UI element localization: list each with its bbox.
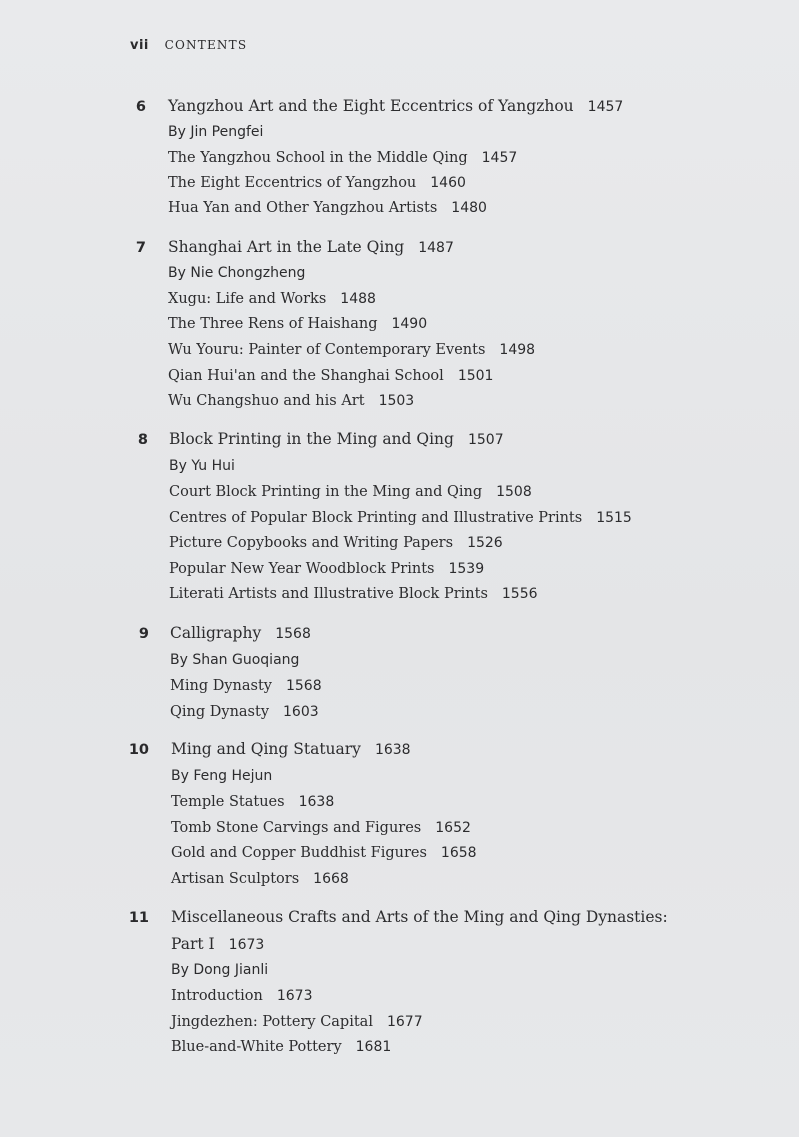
chapter-title-part: Part I: [171, 935, 215, 953]
chapter-title: Miscellaneous Crafts and Arts of the Ming and Qing Dynasties:: [171, 908, 668, 926]
page-number: 1673: [276, 988, 313, 1004]
chapter-author: By Yu Hui: [169, 458, 235, 474]
section-entry[interactable]: [171, 1038, 391, 1056]
chapter-title-line[interactable]: [171, 908, 668, 927]
chapter-title-line[interactable]: [168, 238, 454, 257]
page-number: 1568: [285, 678, 322, 694]
section-title: Literati Artists and Illustrative Block Prints: [169, 586, 488, 602]
chapter-author: By Jin Pengfei: [168, 124, 264, 140]
section-entry[interactable]: [171, 844, 477, 862]
chapter-title: Ming and Qing Statuary: [171, 740, 361, 758]
section-title: Wu Changshuo and his Art: [168, 393, 365, 409]
chapter-title: Yangzhou Art and the Eight Eccentrics of Yangzhou: [168, 97, 574, 115]
section-title: Temple Statues: [171, 794, 285, 810]
chapter-number: 7: [135, 240, 146, 256]
section-title: Introduction: [171, 988, 263, 1004]
chapter-author: By Nie Chongzheng: [168, 265, 306, 281]
page-number: 1457: [587, 99, 624, 115]
page-number: 1507: [467, 432, 504, 448]
section-title: Artisan Sculptors: [171, 871, 300, 887]
page-number: 1603: [283, 704, 319, 720]
chapter-author: By Dong Jianli: [171, 962, 269, 978]
chapter-title-line[interactable]: [168, 97, 623, 116]
running-title: CONTENTS: [164, 38, 248, 52]
section-entry[interactable]: [168, 367, 493, 385]
section-title: Hua Yan and Other Yangzhou Artists: [168, 200, 438, 216]
section-title: Tomb Stone Carvings and Figures: [171, 820, 422, 836]
section-title: Court Block Printing in the Ming and Qing: [169, 484, 483, 500]
chapter-number: 10: [128, 742, 149, 758]
page-number: 1568: [275, 626, 311, 642]
section-entry[interactable]: [170, 703, 319, 721]
page-number: 1457: [481, 150, 518, 166]
page-number: 1501: [457, 368, 494, 384]
folio: vii: [130, 38, 149, 53]
section-entry[interactable]: [171, 819, 471, 837]
chapter-number: 9: [138, 626, 149, 642]
page-number: 1539: [448, 561, 485, 577]
page-number: 1652: [435, 820, 471, 836]
section-entry[interactable]: [171, 987, 312, 1005]
section-title: The Eight Eccentrics of Yangzhou: [168, 175, 417, 191]
page-number: 1677: [386, 1014, 423, 1030]
chapter-title-line[interactable]: [171, 740, 411, 759]
page-number: 1498: [499, 342, 536, 358]
section-title: Blue-and-White Pottery: [171, 1039, 342, 1055]
page-number: 1487: [418, 240, 454, 256]
section-title: The Yangzhou School in the Middle Qing: [168, 150, 468, 166]
page-number: 1490: [391, 316, 428, 332]
chapter-number: 8: [137, 432, 148, 448]
page-number: 1668: [313, 871, 349, 887]
page-header: [130, 37, 247, 53]
chapter-title: Block Printing in the Ming and Qing: [169, 430, 454, 448]
page-number: 1515: [596, 510, 632, 526]
section-entry[interactable]: [168, 392, 414, 410]
page-number: 1480: [451, 200, 487, 216]
section-title: Qian Hui'an and the Shanghai School: [168, 368, 444, 384]
section-entry[interactable]: [168, 290, 376, 308]
section-title: Centres of Popular Block Printing and Illustrative Prints: [169, 510, 583, 526]
page-number: 1673: [228, 937, 265, 953]
section-entry[interactable]: [168, 199, 487, 217]
chapter-author: By Feng Hejun: [171, 768, 273, 784]
section-entry[interactable]: [168, 174, 466, 192]
section-entry[interactable]: [169, 483, 532, 501]
page-number: 1658: [440, 845, 477, 861]
section-entry[interactable]: [169, 585, 538, 603]
page-number: 1556: [501, 586, 538, 602]
chapter-title-line-2[interactable]: [171, 935, 264, 954]
page-number: 1638: [298, 794, 335, 810]
section-title: Jingdezhen: Pottery Capital: [171, 1014, 373, 1030]
section-title: Qing Dynasty: [170, 704, 270, 720]
section-entry[interactable]: [170, 677, 322, 695]
chapter-number: 6: [135, 99, 146, 115]
chapter-title: Shanghai Art in the Late Qing: [168, 238, 405, 256]
section-entry[interactable]: [169, 560, 484, 578]
page-number: 1681: [355, 1039, 392, 1055]
page-number: 1488: [340, 291, 376, 307]
section-entry[interactable]: [168, 149, 517, 167]
section-entry[interactable]: [169, 534, 503, 552]
section-title: Ming Dynasty: [170, 678, 272, 694]
page-number: 1508: [496, 484, 532, 500]
chapter-title-line[interactable]: [169, 430, 504, 449]
section-entry[interactable]: [168, 341, 535, 359]
chapter-title: Calligraphy: [170, 624, 262, 642]
chapter-author: By Shan Guoqiang: [170, 652, 300, 668]
page-number: 1460: [430, 175, 466, 191]
section-entry[interactable]: [171, 793, 334, 811]
section-entry[interactable]: [171, 1013, 423, 1031]
section-entry[interactable]: [171, 870, 349, 888]
section-entry[interactable]: [169, 509, 632, 527]
section-title: The Three Rens of Haishang: [168, 316, 378, 332]
section-title: Popular New Year Woodblock Prints: [169, 561, 435, 577]
section-title: Xugu: Life and Works: [168, 291, 327, 307]
page-number: 1526: [467, 535, 503, 551]
section-entry[interactable]: [168, 315, 427, 333]
section-title: Picture Copybooks and Writing Papers: [169, 535, 454, 551]
chapter-number: 11: [128, 910, 149, 926]
section-title: Wu Youru: Painter of Contemporary Events: [168, 342, 486, 358]
page-number: 1638: [374, 742, 411, 758]
chapter-title-line[interactable]: [170, 624, 311, 643]
page-number: 1503: [378, 393, 415, 409]
section-title: Gold and Copper Buddhist Figures: [171, 845, 427, 861]
